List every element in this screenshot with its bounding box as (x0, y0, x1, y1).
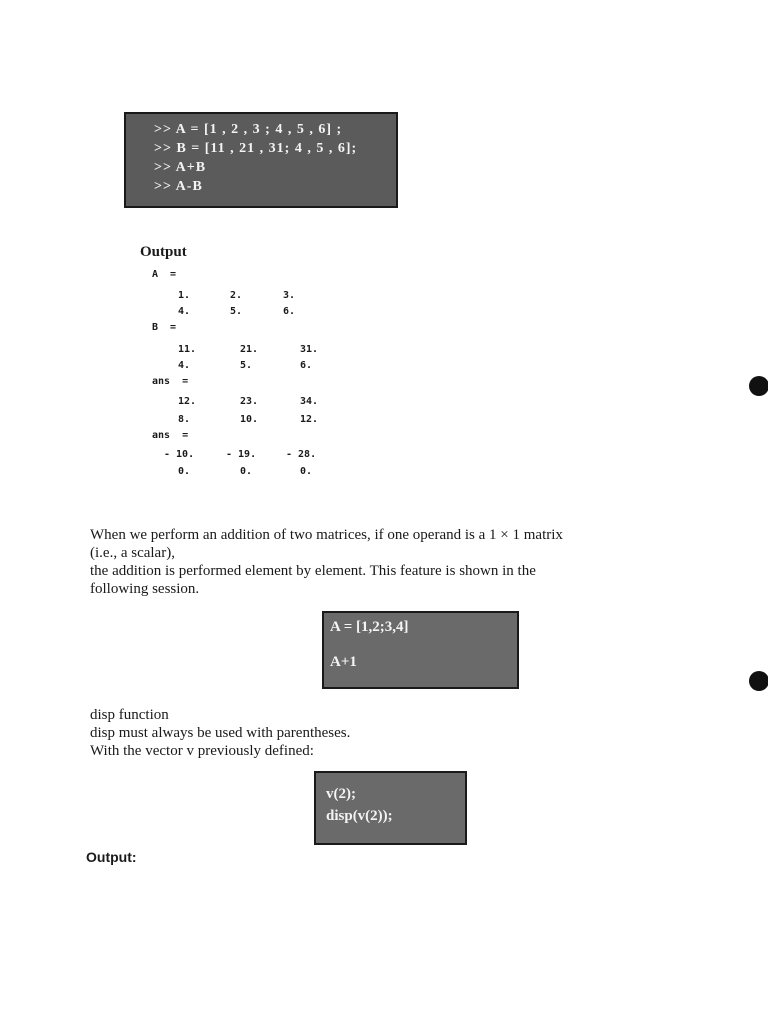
matrix-cell: 8. (178, 414, 191, 425)
matrix-cell: 21. (240, 344, 259, 355)
matrix-cell: 4. (178, 306, 191, 317)
paragraph-line: disp function (90, 707, 169, 723)
matrix-cell: 11. (178, 344, 197, 355)
paragraph-matrix-addition (90, 526, 680, 598)
code-line: >> A-B (154, 179, 203, 194)
matrix-cell: 2. (230, 290, 243, 301)
matrix-cell: - 10. (164, 449, 195, 460)
matrix-cell: 6. (283, 306, 296, 317)
paragraph-line: (i.e., a scalar), (90, 545, 175, 561)
code-line: >> A = [1 , 2 , 3 ; 4 , 5 , 6] ; (154, 122, 343, 137)
matrix-label-a: A = (152, 269, 177, 280)
matrix-cell: 4. (178, 360, 191, 371)
matrix-cell: 12. (300, 414, 319, 425)
matrix-cell: 23. (240, 396, 259, 407)
paragraph-line: disp must always be used with parentheses. (90, 725, 351, 741)
code-block-matrix-ops (124, 112, 398, 208)
matrix-cell: 31. (300, 344, 319, 355)
matrix-cell: 0. (178, 466, 191, 477)
matrix-cell: 12. (178, 396, 197, 407)
matrix-cell: - 19. (226, 449, 257, 460)
code-line: disp(v(2)); (326, 808, 393, 824)
hole-punch-mark (749, 671, 768, 691)
paragraph-line: following session. (90, 581, 200, 597)
code-block-scalar-add (322, 611, 519, 689)
matrix-cell: 10. (240, 414, 259, 425)
matrix-cell: 5. (230, 306, 243, 317)
code-line: A = [1,2;3,4] (330, 619, 409, 635)
output-title: Output (140, 244, 187, 260)
output-label: Output: (86, 849, 137, 865)
matrix-cell: 5. (240, 360, 253, 371)
matrix-label-ans: ans = (152, 430, 189, 441)
paragraph-line: With the vector v previously defined: (90, 743, 314, 759)
paragraph-line: When we perform an addition of two matrices, if one operand is a 1 × 1 matrix (90, 527, 563, 543)
matrix-cell: 0. (240, 466, 253, 477)
matrix-cell: 3. (283, 290, 296, 301)
hole-punch-mark (749, 376, 768, 396)
code-line: >> B = [11 , 21 , 31; 4 , 5 , 6]; (154, 141, 358, 156)
code-line: A+1 (330, 654, 357, 670)
code-line: v(2); (326, 786, 356, 802)
code-line: >> A+B (154, 160, 207, 175)
matrix-cell: 1. (178, 290, 191, 301)
paragraph-line: the addition is performed element by element. This feature is shown in the (90, 563, 536, 579)
code-block-disp (314, 771, 467, 845)
matrix-cell: 0. (300, 466, 313, 477)
matrix-cell: - 28. (286, 449, 317, 460)
matrix-label-ans: ans = (152, 376, 189, 387)
matrix-label-b: B = (152, 322, 177, 333)
matrix-cell: 34. (300, 396, 319, 407)
matrix-cell: 6. (300, 360, 313, 371)
paragraph-disp-function (90, 706, 490, 760)
